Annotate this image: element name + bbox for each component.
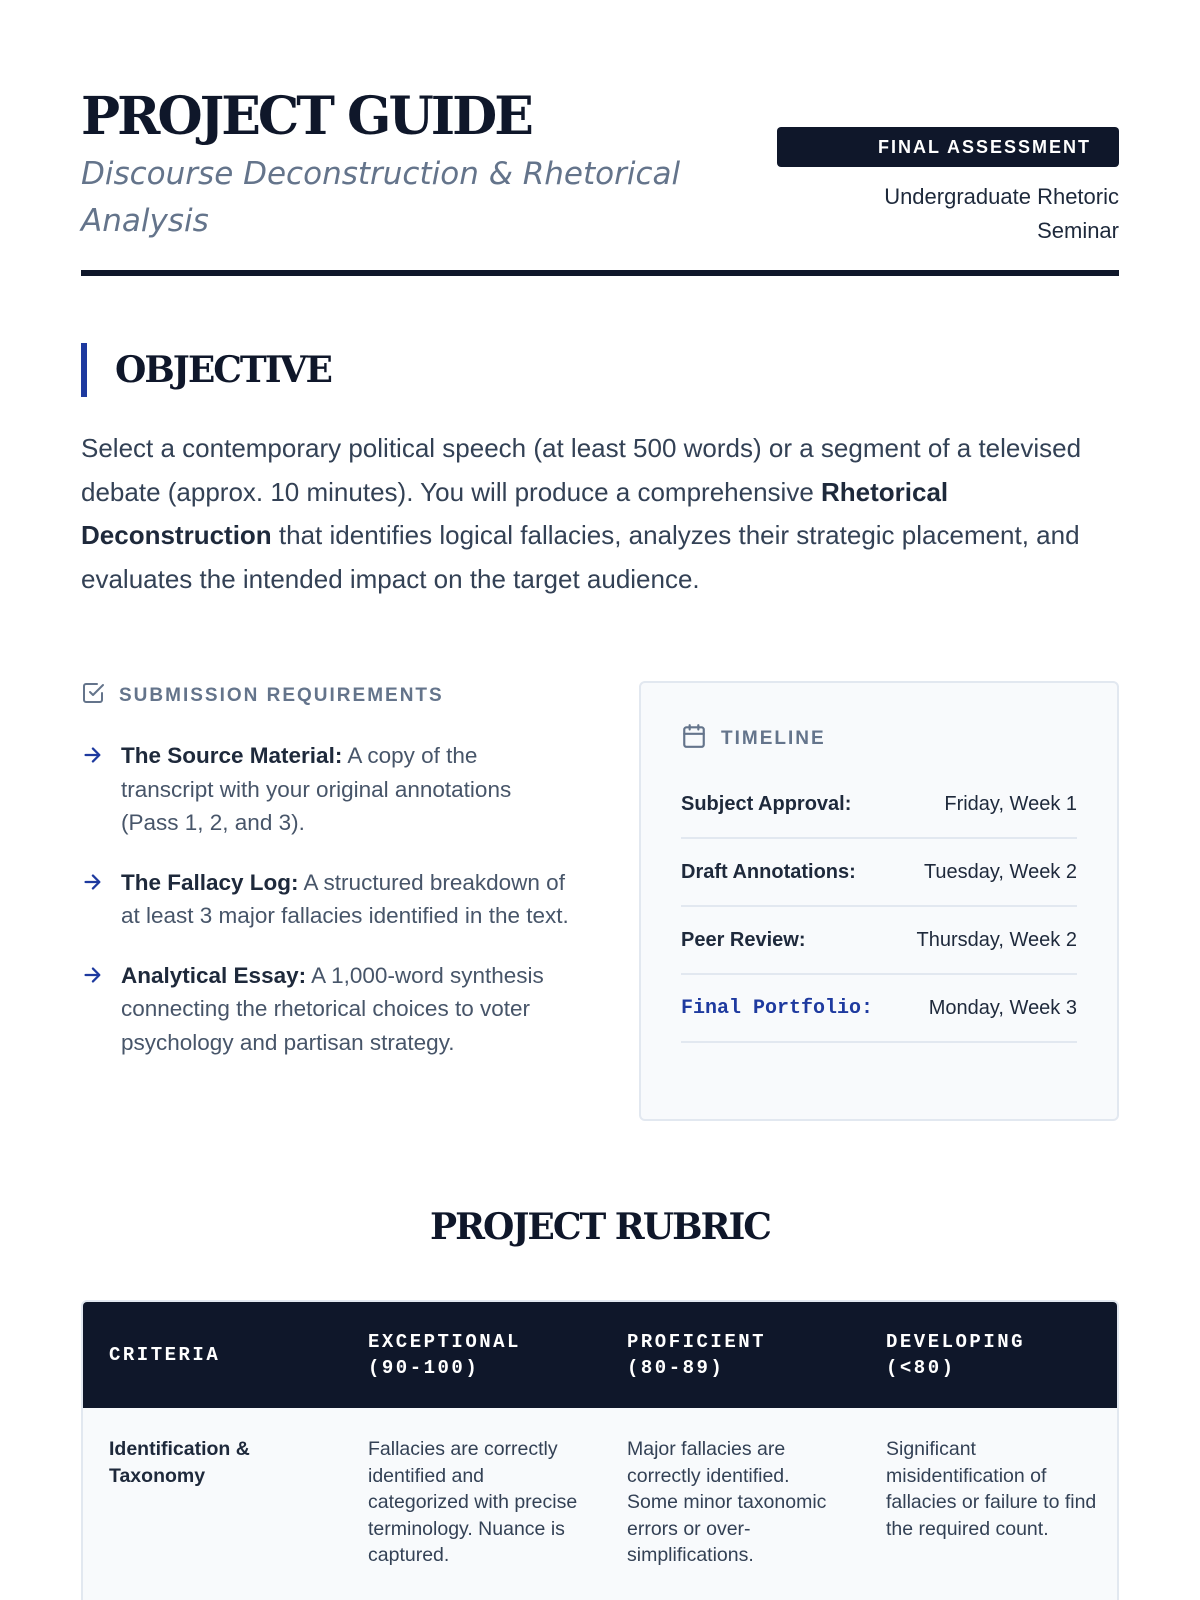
timeline-date: Tuesday, Week 2 [923, 860, 1077, 883]
timeline-row [681, 771, 1077, 839]
requirement-text [121, 739, 571, 840]
timeline-label: Subject Approval: [681, 792, 852, 815]
rubric-developing-cell: Significant misidentification of fallacies or failure to find the required count. [886, 1438, 1097, 1540]
requirement-description: A 1,000-word synthesis connecting the rhetorical choices to voter psychology and partisan strategy. [121, 962, 544, 1055]
requirement-description: A copy of the transcript with your original annotations (Pass 1, 2, and 3). [121, 743, 512, 835]
column-header-developing: DEVELOPING (<80) [886, 1331, 1026, 1379]
timeline-label-final: Final Portfolio: [681, 996, 874, 1020]
course-name: Undergraduate Rhetoric Seminar [884, 184, 1119, 243]
objective-text-part1: Select a contemporary political speech (at least 500 words) or a segment of a televised debate (approx. 10 minutes). You will produce a comprehensive [81, 433, 1082, 507]
objective-heading-text: OBJECTIVE [115, 349, 331, 391]
objective-text-part2: that identifies logical fallacies, analyzes their strategic placement, and evaluates the intended impact on the target audience. [81, 520, 1080, 594]
timeline-date: Thursday, Week 2 [916, 928, 1077, 951]
list-item [81, 739, 571, 840]
list-item [81, 959, 571, 1060]
requirement-description: A structured breakdown of at least 3 major fallacies identified in the text. [121, 869, 569, 928]
requirement-title: The Source Material: [121, 743, 343, 768]
timeline-rows [681, 771, 1077, 1043]
header [81, 0, 1119, 276]
timeline-card [639, 681, 1119, 1121]
objective-heading [81, 343, 1119, 397]
column-header-proficient: PROFICIENT (80-89) [627, 1331, 767, 1379]
timeline-row [681, 839, 1077, 907]
rubric-proficient-cell: Major fallacies are correctly identified. Some minor taxonomic errors or over-simplifications. [627, 1438, 827, 1566]
requirements-heading-text: SUBMISSION REQUIREMENTS [119, 685, 444, 706]
column-header-criteria: CRITERIA [109, 1344, 221, 1366]
objective-text [81, 427, 1119, 601]
list-item [81, 866, 571, 933]
arrow-right-icon [81, 739, 107, 771]
arrow-right-icon [81, 959, 107, 991]
header-right [777, 127, 1119, 270]
timeline-heading-text: TIMELINE [721, 728, 826, 749]
timeline-row [681, 907, 1077, 975]
page-title: PROJECT GUIDE [81, 86, 531, 147]
requirements-list [81, 739, 571, 1059]
timeline-date: Monday, Week 3 [928, 996, 1077, 1019]
details-section [81, 681, 1119, 1121]
requirement-text [121, 866, 571, 933]
page-subtitle: Discourse Deconstruction & Rhetorical Analysis [81, 156, 681, 239]
assessment-badge: FINAL ASSESSMENT [777, 127, 1119, 167]
timeline-row-final [681, 975, 1077, 1043]
timeline-label: Draft Annotations: [681, 860, 856, 883]
calendar-icon [681, 723, 707, 755]
requirement-text [121, 959, 571, 1060]
requirements-heading [81, 681, 571, 711]
timeline-date: Friday, Week 1 [944, 792, 1077, 815]
header-left [81, 85, 721, 270]
rubric-table [81, 1300, 1119, 1600]
arrow-right-icon [81, 866, 107, 898]
timeline-heading [681, 723, 1077, 755]
timeline-label: Peer Review: [681, 928, 806, 951]
column-header-exceptional: EXCEPTIONAL (90-100) [368, 1331, 521, 1379]
requirement-title: Analytical Essay: [121, 962, 307, 988]
rubric-title: PROJECT RUBRIC [430, 1206, 770, 1248]
rubric-exceptional-cell: Fallacies are correctly identified and categorized with precise terminology. Nuance is captured. [368, 1438, 578, 1566]
table-row [83, 1408, 1117, 1600]
rubric-header-row [83, 1302, 1117, 1408]
submission-requirements [81, 681, 571, 1121]
checkbox-icon [81, 681, 105, 711]
rubric-criteria-cell: Identification & Taxonomy [109, 1438, 250, 1487]
requirement-title: The Fallacy Log: [121, 869, 299, 895]
objective-text-bold: Rhetorical Deconstruction [81, 476, 949, 550]
